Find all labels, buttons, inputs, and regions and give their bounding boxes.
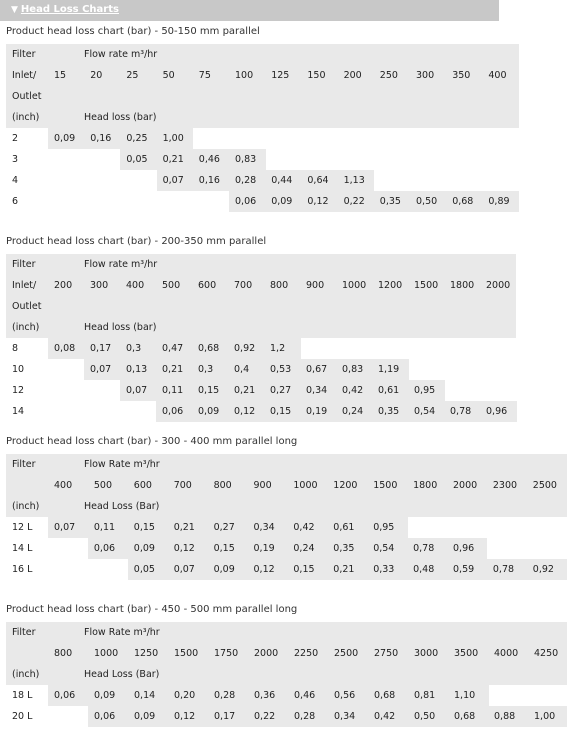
head-loss-label: Head loss (bar) <box>84 322 157 333</box>
flow-rate-value: 800 <box>213 480 232 491</box>
head-loss-cell: 0,61 <box>372 380 409 401</box>
flow-rate-value: 900 <box>306 280 325 291</box>
filter-size-label: 12 L <box>12 522 33 533</box>
head-loss-cell: 0,09 <box>88 685 129 706</box>
head-loss-cell: 0,15 <box>128 517 168 538</box>
head-loss-cell: 0,78 <box>444 401 481 422</box>
head-loss-cell: 0,44 <box>265 170 302 191</box>
flow-rate-label: Flow Rate m³/hr <box>84 459 160 470</box>
filter-size-label: 12 <box>12 385 25 396</box>
flow-rate-value: 600 <box>133 480 152 491</box>
flow-rate-value: 1750 <box>214 648 239 659</box>
head-loss-cell: 0,42 <box>336 380 373 401</box>
flow-rate-value: 2500 <box>532 480 557 491</box>
head-loss-cell: 0,46 <box>288 685 329 706</box>
head-loss-cell: 0,12 <box>168 538 208 559</box>
flow-rate-value: 1800 <box>450 280 475 291</box>
flow-rate-value: 1500 <box>414 280 439 291</box>
head-loss-cell: 1,00 <box>157 128 194 149</box>
flow-rate-value: 200 <box>54 280 73 291</box>
flow-rate-value: 900 <box>253 480 272 491</box>
outlet-label: Outlet <box>12 91 42 102</box>
head-loss-cell: 0,19 <box>300 401 337 422</box>
filter-label: Filter <box>12 49 36 60</box>
head-loss-cell: 0,53 <box>264 359 301 380</box>
filter-size-label: 10 <box>12 364 25 375</box>
filter-size-label: 8 <box>12 343 19 354</box>
head-loss-cell: 0,56 <box>328 685 369 706</box>
flow-rate-value: 2000 <box>453 480 478 491</box>
head-loss-cell: 1,10 <box>448 685 489 706</box>
head-loss-cell: 1,2 <box>264 338 301 359</box>
inlet-label: Inlet/ <box>12 280 37 291</box>
filter-label: Filter <box>12 459 36 470</box>
flow-rate-label: Flow rate m³/hr <box>84 259 158 270</box>
head-loss-cell: 0,21 <box>157 149 194 170</box>
head-loss-cell: 0,12 <box>248 559 288 580</box>
flow-rate-value: 500 <box>162 280 181 291</box>
head-loss-cell: 0,96 <box>480 401 517 422</box>
inch-label: (inch) <box>12 501 40 512</box>
flow-rate-value: 4250 <box>534 648 559 659</box>
head-loss-cell: 0,15 <box>192 380 229 401</box>
flow-rate-value: 2250 <box>294 648 319 659</box>
head-loss-cell: 0,06 <box>88 706 129 727</box>
head-loss-cell: 0,09 <box>265 191 302 212</box>
flow-rate-label: Flow rate m³/hr <box>84 49 158 60</box>
flow-rate-value: 125 <box>271 70 290 81</box>
flow-rate-value: 1800 <box>413 480 438 491</box>
head-loss-cell: 0,22 <box>248 706 289 727</box>
flow-rate-value: 500 <box>93 480 113 491</box>
head-loss-cell: 0,96 <box>447 538 487 559</box>
head-loss-cell: 0,67 <box>300 359 337 380</box>
head-loss-cell: 0,28 <box>229 170 266 191</box>
head-loss-cell: 0,42 <box>287 517 327 538</box>
flow-rate-value: 300 <box>90 280 109 291</box>
head-loss-cell: 0,35 <box>374 191 411 212</box>
head-loss-cell: 1,00 <box>528 706 567 727</box>
flow-rate-value: 800 <box>270 280 289 291</box>
head-loss-cell: 0,17 <box>84 338 121 359</box>
flow-rate-value: 2000 <box>486 280 511 291</box>
head-loss-label: Head Loss (Bar) <box>84 669 160 680</box>
flow-rate-value: 3000 <box>414 648 439 659</box>
head-loss-cell: 0,07 <box>48 517 88 538</box>
head-loss-cell: 0,07 <box>120 380 157 401</box>
head-loss-cell: 0,24 <box>336 401 373 422</box>
filter-label: Filter <box>12 259 36 270</box>
head-loss-cell: 0,21 <box>327 559 367 580</box>
head-loss-cell: 0,61 <box>327 517 367 538</box>
head-loss-cell: 0,64 <box>301 170 338 191</box>
flow-rate-value: 1200 <box>333 480 358 491</box>
head-loss-cell: 0,09 <box>128 706 169 727</box>
head-loss-cell: 0,06 <box>88 538 128 559</box>
head-loss-cell: 0,83 <box>336 359 373 380</box>
head-loss-cell: 0,21 <box>168 517 208 538</box>
flow-rate-value: 1000 <box>293 480 318 491</box>
flow-rate-value: 400 <box>488 70 507 81</box>
head-loss-cell: 0,07 <box>84 359 121 380</box>
flow-rate-value: 700 <box>173 480 192 491</box>
head-loss-cell: 0,46 <box>193 149 230 170</box>
flow-rate-value: 2000 <box>254 648 279 659</box>
flow-rate-value: 150 <box>307 70 326 81</box>
head-loss-cell: 1,19 <box>372 359 409 380</box>
flow-rate-value: 2300 <box>492 480 518 491</box>
head-loss-cell: 0,25 <box>120 128 157 149</box>
inch-label: (inch) <box>12 322 40 333</box>
head-loss-cell: 0,21 <box>228 380 265 401</box>
head-loss-cell: 0,4 <box>228 359 265 380</box>
head-loss-cell: 0,27 <box>208 517 248 538</box>
flow-rate-value: 25 <box>126 70 139 81</box>
flow-rate-value: 100 <box>235 70 254 81</box>
chart-caption: Product head loss chart (bar) - 450 - 500 mm parallel long <box>6 604 298 615</box>
head-loss-cell: 0,83 <box>229 149 266 170</box>
head-loss-cell: 0,33 <box>367 559 407 580</box>
flow-rate-value: 800 <box>54 648 73 659</box>
flow-rate-value: 4000 <box>494 648 519 659</box>
head-loss-cell: 0,24 <box>287 538 327 559</box>
head-loss-cell: 0,09 <box>192 401 229 422</box>
head-loss-cell: 0,3 <box>120 338 157 359</box>
head-loss-cell: 0,09 <box>208 559 248 580</box>
head-loss-cell: 0,16 <box>193 170 230 191</box>
flow-rate-value: 3500 <box>454 648 479 659</box>
inch-label: (inch) <box>12 669 40 680</box>
flow-rate-value: 50 <box>162 70 175 81</box>
head-loss-cell: 0,09 <box>48 128 85 149</box>
flow-rate-value: 15 <box>54 70 67 81</box>
collapse-arrow-icon[interactable]: ▼ <box>11 5 18 15</box>
head-loss-cell: 0,34 <box>248 517 288 538</box>
header-title-link[interactable]: Head Loss Charts <box>20 4 119 15</box>
head-loss-cell: 0,42 <box>368 706 409 727</box>
flow-rate-value: 1000 <box>94 648 119 659</box>
head-loss-label: Head Loss (Bar) <box>84 501 160 512</box>
head-loss-cell: 0,05 <box>120 149 157 170</box>
head-loss-cell: 0,36 <box>248 685 289 706</box>
head-loss-cell: 0,19 <box>248 538 288 559</box>
flow-rate-value: 400 <box>54 480 73 491</box>
head-loss-cell: 0,15 <box>287 559 327 580</box>
head-loss-cell: 0,08 <box>48 338 85 359</box>
flow-rate-value: 2750 <box>374 648 399 659</box>
head-loss-cell: 0,28 <box>208 685 249 706</box>
flow-rate-value: 300 <box>416 70 435 81</box>
head-loss-cell: 0,68 <box>192 338 229 359</box>
flow-rate-value: 20 <box>90 70 103 81</box>
flow-rate-value: 75 <box>198 70 211 81</box>
chart-caption: Product head loss chart (bar) - 300 - 400 mm parallel long <box>6 436 298 447</box>
head-loss-cell: 0,95 <box>367 517 407 538</box>
head-loss-cell: 0,15 <box>208 538 248 559</box>
head-loss-cell: 0,47 <box>156 338 193 359</box>
flow-rate-value: 350 <box>452 70 471 81</box>
head-loss-charts-header[interactable] <box>0 0 499 21</box>
head-loss-cell: 0,48 <box>407 559 447 580</box>
head-loss-cell: 0,88 <box>488 706 529 727</box>
head-loss-cell: 0,28 <box>288 706 329 727</box>
head-loss-cell: 0,16 <box>84 128 121 149</box>
flow-rate-value: 400 <box>126 280 145 291</box>
head-loss-cell: 0,34 <box>328 706 369 727</box>
head-loss-cell: 0,54 <box>408 401 445 422</box>
flow-rate-value: 700 <box>234 280 253 291</box>
head-loss-cell: 0,21 <box>156 359 193 380</box>
head-loss-cell: 0,09 <box>128 538 168 559</box>
filter-size-label: 18 L <box>12 690 33 701</box>
filter-size-label: 14 <box>12 406 25 417</box>
head-loss-cell: 0,07 <box>157 170 194 191</box>
flow-rate-value: 1500 <box>373 480 398 491</box>
head-loss-cell: 0,22 <box>338 191 375 212</box>
head-loss-cell: 1,13 <box>338 170 375 191</box>
head-loss-cell: 0,68 <box>446 191 483 212</box>
head-loss-cell: 0,92 <box>527 559 567 580</box>
head-loss-cell: 0,15 <box>264 401 301 422</box>
head-loss-cell: 0,89 <box>482 191 519 212</box>
head-loss-cell: 0,68 <box>368 685 409 706</box>
filter-size-label: 14 L <box>12 543 33 554</box>
head-loss-cell: 0,14 <box>128 685 169 706</box>
head-loss-cell: 0,27 <box>264 380 301 401</box>
flow-rate-value: 250 <box>379 70 398 81</box>
chart-caption: Product head loss chart (bar) - 200-350 mm parallel <box>6 236 267 247</box>
flow-rate-value: 1250 <box>134 648 159 659</box>
head-loss-cell: 0,54 <box>367 538 407 559</box>
outlet-label: Outlet <box>12 301 42 312</box>
filter-size-label: 2 <box>12 133 19 144</box>
flow-rate-value: 600 <box>198 280 217 291</box>
head-loss-cell: 0,68 <box>448 706 489 727</box>
head-loss-cell: 0,78 <box>487 559 527 580</box>
head-loss-cell: 0,17 <box>208 706 249 727</box>
head-loss-cell: 0,20 <box>168 685 209 706</box>
inlet-label: Inlet/ <box>12 70 37 81</box>
head-loss-cell: 0,12 <box>301 191 338 212</box>
head-loss-cell: 0,92 <box>228 338 265 359</box>
flow-rate-value: 1500 <box>174 648 199 659</box>
head-loss-cell: 0,07 <box>168 559 208 580</box>
head-loss-cell: 0,35 <box>327 538 367 559</box>
head-loss-cell: 0,81 <box>408 685 449 706</box>
head-loss-cell: 0,12 <box>168 706 209 727</box>
chart-caption: Product head loss chart (bar) - 50-150 mm parallel <box>6 26 260 37</box>
inch-label: (inch) <box>12 112 40 123</box>
head-loss-cell: 0,11 <box>156 380 193 401</box>
head-loss-cell: 0,95 <box>408 380 445 401</box>
head-loss-cell: 0,34 <box>300 380 337 401</box>
head-loss-cell: 0,50 <box>410 191 447 212</box>
head-loss-cell: 0,13 <box>120 359 157 380</box>
flow-rate-label: Flow Rate m³/hr <box>84 627 160 638</box>
flow-rate-value: 1000 <box>342 280 367 291</box>
filter-size-label: 3 <box>12 154 19 165</box>
head-loss-cell: 0,50 <box>408 706 449 727</box>
flow-rate-value: 1200 <box>378 280 403 291</box>
head-loss-cell: 0,06 <box>229 191 266 212</box>
filter-size-label: 6 <box>12 196 19 207</box>
filter-size-label: 20 L <box>12 711 33 722</box>
head-loss-cell: 0,59 <box>447 559 487 580</box>
filter-size-label: 16 L <box>12 564 33 575</box>
flow-rate-value: 2500 <box>334 648 359 659</box>
filter-label: Filter <box>12 627 36 638</box>
head-loss-cell: 0,12 <box>228 401 265 422</box>
head-loss-cell: 0,06 <box>48 685 89 706</box>
head-loss-cell: 0,05 <box>128 559 168 580</box>
head-loss-cell: 0,11 <box>88 517 128 538</box>
head-loss-cell: 0,3 <box>192 359 229 380</box>
flow-rate-value: 200 <box>343 70 362 81</box>
head-loss-cell: 0,35 <box>372 401 409 422</box>
head-loss-label: Head loss (bar) <box>84 112 157 123</box>
head-loss-cell: 0,78 <box>407 538 447 559</box>
head-loss-cell: 0,06 <box>156 401 193 422</box>
filter-size-label: 4 <box>12 175 19 186</box>
